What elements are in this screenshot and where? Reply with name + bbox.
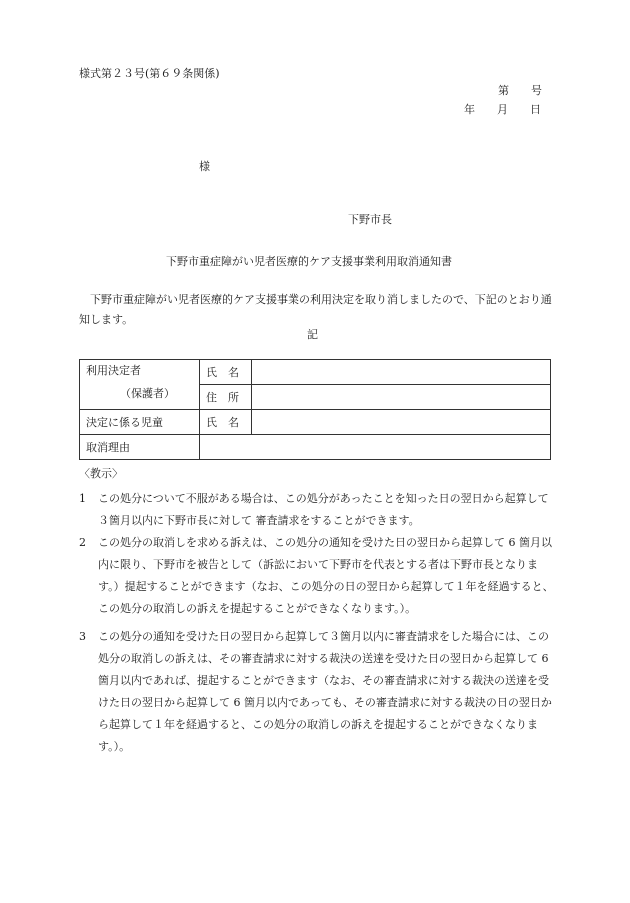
notice-item-1 [79,488,559,532]
table-row [80,410,551,435]
name-label: 氏 名 [200,360,252,385]
child-label: 決定に係る児童 [80,410,200,435]
reason-value [200,435,551,460]
notice-item-text: この処分の通知を受けた日の翌日から起算して３箇月以内に審査請求をした場合には、この処分の取消しの訴えは、その審査請求に対する裁決の送達を受けた日の翌日から起算して 6 箇月以内であれば、提起することができます（なお、その審査請求に対する裁決の送達を受けた日の翌日から起算して 6 箇月以内であっても、その審査請求に対する裁決の日の翌日から起算して１年を経過すると、この処分の取消しの訴えを提起することができなくなります。）。 [98,630,552,753]
user-address-value [252,385,551,410]
ki-heading: 記 [307,328,318,341]
notice-item-2 [79,532,559,620]
notice-item-3 [79,626,559,758]
document-number-field: 第 号 [498,84,542,97]
address-label: 住 所 [200,385,252,410]
addressee: 様 [199,160,210,173]
sender: 下野市長 [348,213,392,226]
user-name-value [252,360,551,385]
child-name-label: 氏 名 [200,410,252,435]
notice-item-number: 1 [79,492,86,505]
table-row [80,435,551,460]
guardian-label: （保護者） [120,387,175,400]
user-label: 利用決定者 [86,364,141,377]
user-label-cell [80,360,200,410]
info-table [79,359,551,460]
table-row [80,360,551,385]
notice-item-text: この処分について不服がある場合は、この処分があったことを知った日の翌日から起算して３箇月以内に下野市長に対して 審査請求をすることができます。 [98,492,549,527]
notice-heading: 〈教示〉 [79,467,123,480]
body-text: 下野市重症障がい児者医療的ケア支援事業の利用決定を取り消しましたので、下記のとおり通知します。 [79,293,552,326]
reason-label: 取消理由 [80,435,200,460]
notice-item-text: この処分の取消しを求める訴えは、この処分の通知を受けた日の翌日から起算して 6 箇月以内に限り、下野市を被告として（訴訟において下野市を代表とする者は下野市長となります。）提起することができます（なお、この処分の日の翌日から起算して１年を経過すると、この処分の取消しの訴えを提起することができなくなります。）。 [98,536,554,615]
notice-item-number: 3 [79,630,86,643]
date-field: 年 月 日 [464,103,541,116]
child-name-value [252,410,551,435]
form-number: 様式第２３号(第６９条関係) [79,67,220,80]
document-title: 下野市重症障がい児者医療的ケア支援事業利用取消通知書 [166,255,452,268]
notice-item-number: 2 [79,536,86,549]
